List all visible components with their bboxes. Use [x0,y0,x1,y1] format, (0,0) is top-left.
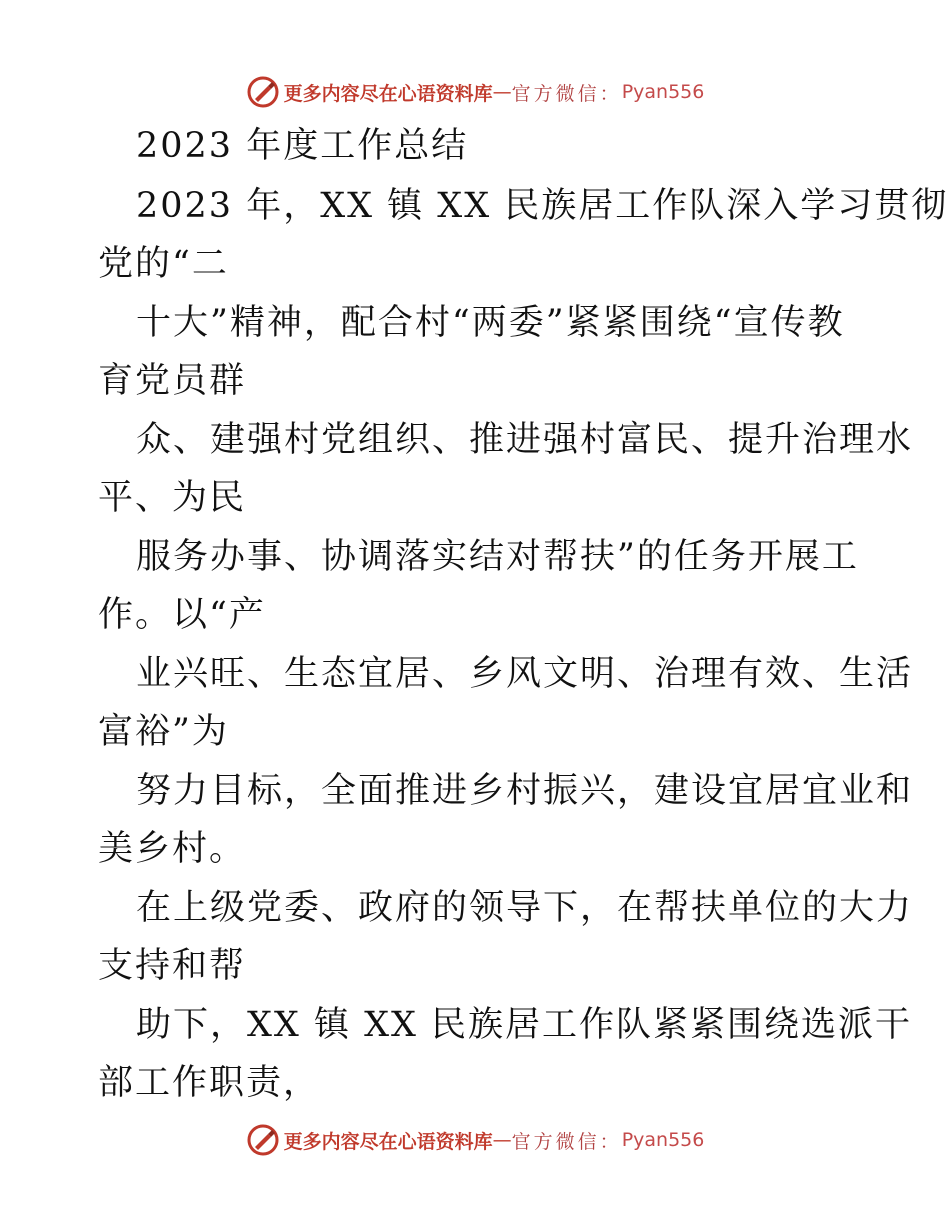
text-line: 努力目标，全面推进乡村振兴，建设宜居宜业和 [136,771,914,811]
text-line: 作。以“产 [98,595,266,635]
text-line: 在上级党委、政府的领导下，在帮扶单位的大力 [136,888,914,928]
text-line: 业兴旺、生态宜居、乡风文明、治理有效、生活 [136,654,914,694]
watermark-main-text: 更多内容尽在心语资料库 [283,1130,493,1153]
text-line: 育党员群 [98,361,247,401]
text-line: 富裕”为 [98,712,229,752]
text-line: 党的“二 [98,244,229,284]
text-line: 助下，XX 镇 XX 民族居工作队紧紧围绕选派干 [136,1005,913,1045]
watermark-main-text: 更多内容尽在心语资料库 [283,82,493,105]
watermark-official-label: 官方微信： [511,82,622,105]
text-line: 美乡村。 [98,829,247,869]
pen-logo-icon [246,75,280,109]
text-line: 部工作职责， [98,1063,321,1103]
text-line: 平、为民 [98,478,247,518]
document-title: 2023 年度工作总结 [136,126,469,166]
text-line: 服务办事、协调落实结对帮扶”的任务开展工 [136,537,859,577]
watermark-dash: — [492,81,512,103]
watermark-header [0,72,950,112]
text-line: 2023 年，XX 镇 XX 民族居工作队深入学习贯彻 [136,186,949,226]
watermark-dash: — [492,1129,512,1151]
pen-logo-icon [246,1123,280,1157]
text-line: 十大”精神，配合村“两委”紧紧围绕“宣传教 [136,303,845,343]
watermark-wechat-id: Pyan556 [621,81,705,103]
watermark-footer [0,1120,950,1160]
watermark-wechat-id: Pyan556 [621,1129,705,1151]
watermark-official-label: 官方微信： [511,1130,622,1153]
text-line: 众、建强村党组织、推进强村富民、提升治理水 [136,420,914,460]
text-line: 支持和帮 [98,946,247,986]
